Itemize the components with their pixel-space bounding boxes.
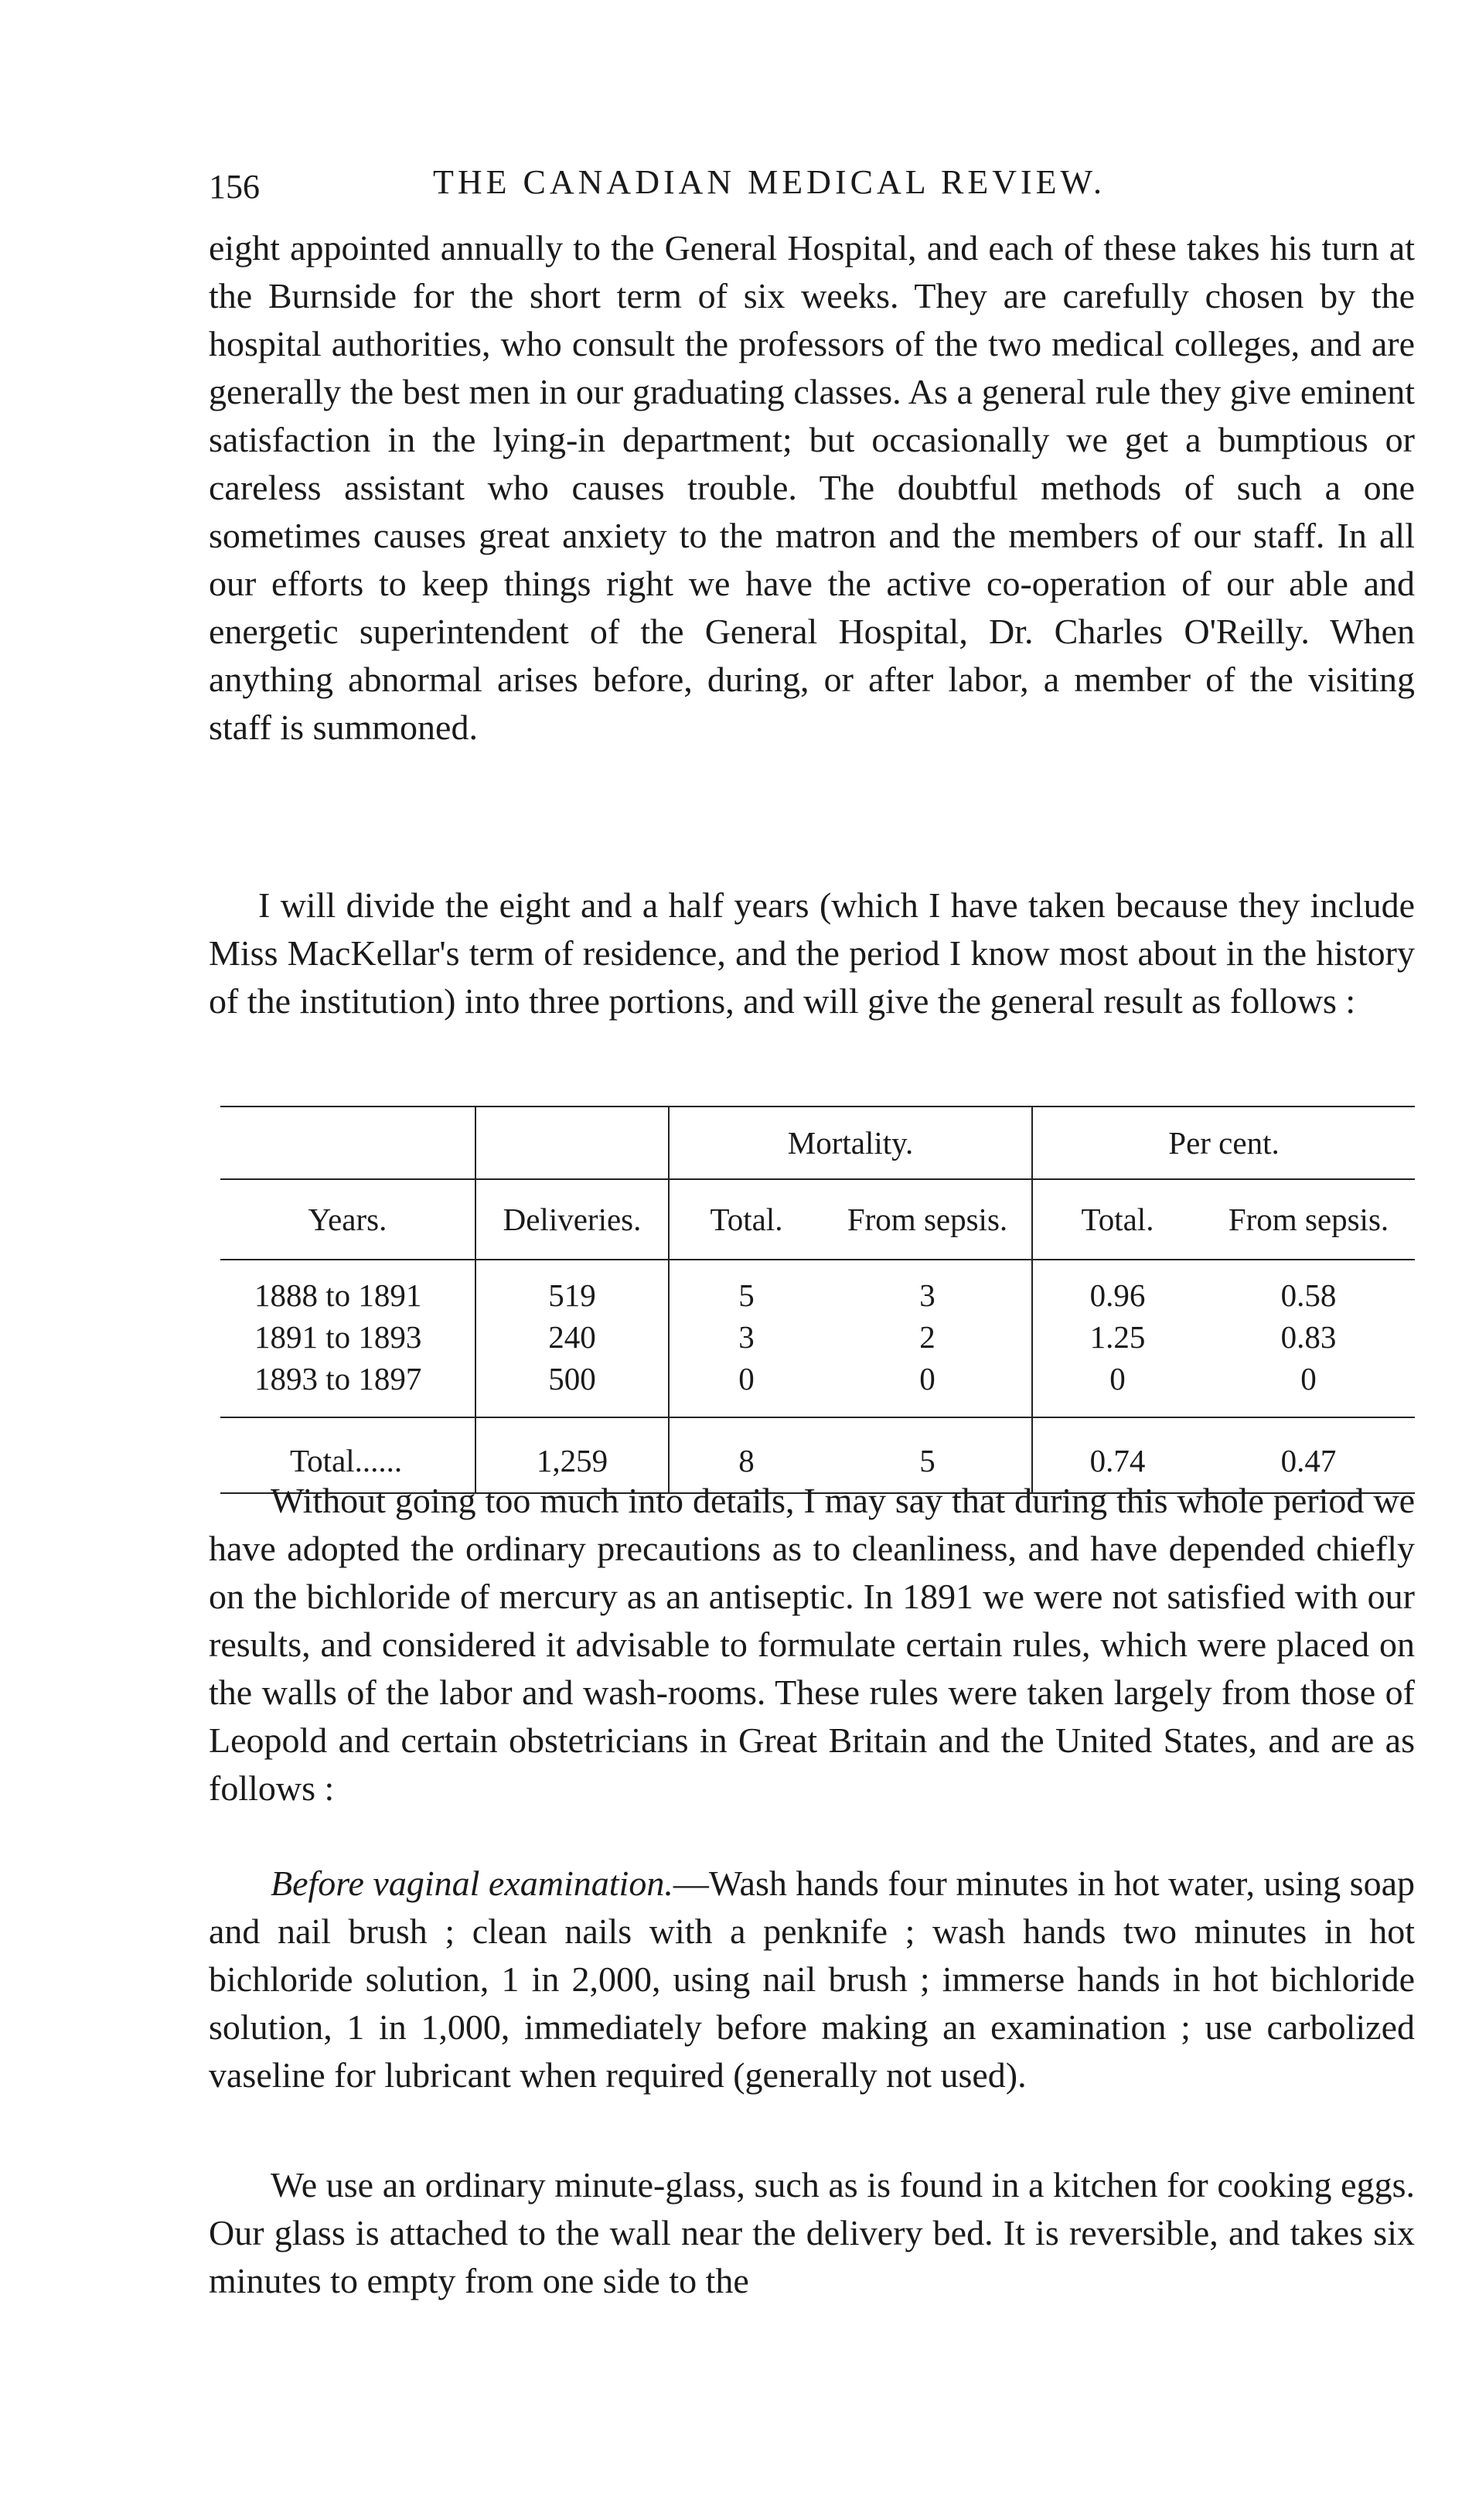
mortality-sepsis-column-header: From sepsis. <box>823 1179 1032 1260</box>
paragraph-body: —Wash hands four minutes in hot water, using soap and nail brush ; clean nails with a penknife ; wash hands two minutes in hot bichloride solution, 1 in 2,000, using nail brush ; immerse hands in hot bichloride solution, 1 in 1,000, immediately before making an examination ; use carbolized vaseline for lubricant when required (generally not used). <box>209 1864 1416 2095</box>
mortality-sepsis-cell: 0 <box>919 1361 935 1396</box>
paragraph-divide-years: I will divide the eight and a half years (which I have taken because they include Miss MacKellar's term of residence, and the period I know most about in the history of the institution) into three portions, and will give the general result as follows : <box>209 885 1415 1021</box>
total-mortality-cell: 8 <box>669 1417 823 1493</box>
total-label: Total...... <box>220 1417 475 1493</box>
percent-total-column-header: Total. <box>1032 1179 1202 1260</box>
percent-total-cell: 0.96 <box>1032 1260 1202 1316</box>
mortality-total-cell: 3 <box>669 1316 823 1358</box>
years-cell: 1888 to 1891 <box>254 1277 422 1313</box>
table-column-header-row <box>220 1179 1415 1260</box>
years-cell: 1891 to 1893 <box>254 1319 422 1355</box>
deliveries-cell: 240 <box>475 1316 669 1358</box>
mortality-sepsis-cell: 2 <box>919 1319 935 1355</box>
journal-title: THE CANADIAN MEDICAL REVIEW. <box>433 163 1106 201</box>
table-blank-header <box>220 1107 475 1179</box>
paragraph-vaginal-examination <box>209 1860 1415 2099</box>
running-head <box>209 162 1415 217</box>
run-in-heading: Before vaginal examination. <box>271 1864 673 1903</box>
table-row <box>220 1316 1415 1358</box>
table-row <box>220 1358 1415 1417</box>
percent-sepsis-column-header: From sepsis. <box>1202 1179 1415 1260</box>
table-blank-header <box>475 1107 669 1179</box>
percent-sepsis-cell: 0 <box>1300 1361 1317 1396</box>
table-group-header-row <box>220 1107 1415 1179</box>
mortality-group-header: Mortality. <box>669 1107 1032 1179</box>
percent-sepsis-cell: 0.58 <box>1280 1277 1337 1313</box>
years-cell: 1893 to 1897 <box>254 1361 422 1396</box>
total-percent-sepsis-cell: 0.47 <box>1202 1417 1415 1493</box>
paragraph-minute-glass: We use an ordinary minute-glass, such as is found in a kitchen for cooking eggs. Our glass is attached to the wall near the delivery bed. It is reversible, and takes six minutes to empty from one side to the <box>209 2165 1415 2300</box>
table-row <box>220 1260 1415 1316</box>
paragraph-precautions: Without going too much into details, I may say that during this whole period we have adopted the ordinary precautions as to cleanliness, and have depended chiefly on the bichloride of mercury as an antiseptic. In 1891 we were not satisfied with our results, and considered it advisable to formulate certain rules, which were placed on the walls of the labor and wash-rooms. These rules were taken largely from those of Leopold and certain obstetricians in Great Britain and the United States, and are as follows : <box>209 1481 1415 1808</box>
mortality-total-column-header: Total. <box>669 1179 823 1260</box>
page-number: 156 <box>209 168 260 206</box>
deliveries-cell: 519 <box>475 1260 669 1316</box>
percent-total-cell: 0 <box>1032 1358 1202 1417</box>
total-deliveries-cell: 1,259 <box>475 1417 669 1493</box>
mortality-total-cell: 0 <box>669 1358 823 1417</box>
percent-sepsis-cell: 0.83 <box>1280 1319 1337 1355</box>
mortality-sepsis-cell: 3 <box>919 1277 935 1313</box>
deliveries-column-header: Deliveries. <box>475 1179 669 1260</box>
mortality-total-cell: 5 <box>669 1260 823 1316</box>
per-cent-group-header: Per cent. <box>1032 1107 1415 1179</box>
years-column-header: Years. <box>220 1179 475 1260</box>
deliveries-cell: 500 <box>475 1358 669 1417</box>
paragraph-house-surgeons: eight appointed annually to the General Hospital, and each of these takes his turn at the Burnside for the short term of six weeks. They are carefully chosen by the hospital authorities, who consult the professors of the two medical colleges, and are generally the best men in our graduating classes. As a general rule they give eminent satisfaction in the lying-in department; but occasionally we get a bumptious or careless assistant who causes trouble. The doubtful methods of such a one sometimes causes great anxiety to the matron and the members of our staff. In all our efforts to keep things right we have the active co-operation of our able and energetic superintendent of the General Hospital, Dr. Charles O'Reilly. When anything abnormal arises before, during, or after labor, a member of the visiting staff is summoned. <box>209 228 1415 747</box>
mortality-table <box>220 1106 1415 1494</box>
total-sepsis-cell: 5 <box>823 1417 1032 1493</box>
percent-total-cell: 1.25 <box>1032 1316 1202 1358</box>
total-percent-cell: 0.74 <box>1032 1417 1202 1493</box>
